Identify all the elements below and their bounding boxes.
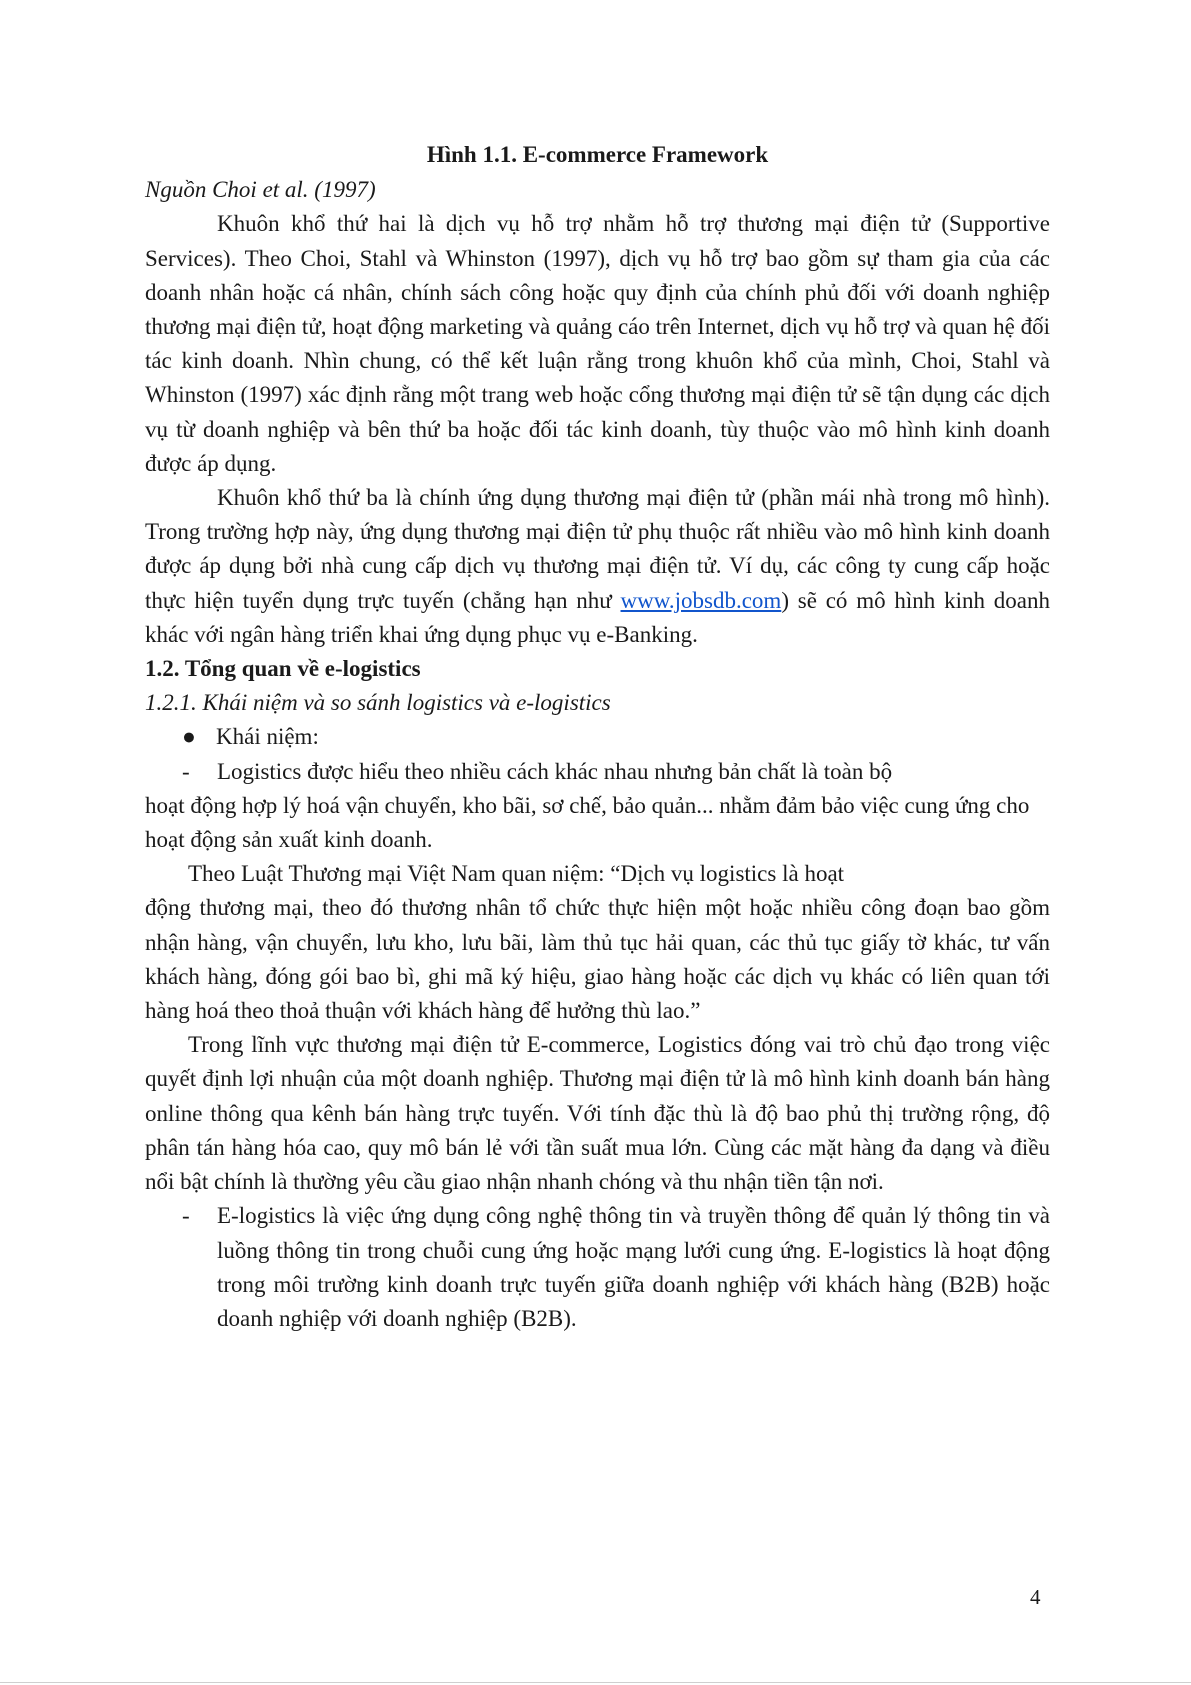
paragraph-text: Khuôn khổ thứ ba là chính ứng dụng thương mại điện tử (phần mái nhà trong mô hình). Trong trường hợp này, ứng dụng thương mại điện tử phụ thuộc rất nhiều vào mô hình kinh doanh được áp dụng bởi nhà cung cấp dịch vụ thương mại điện tử. Ví dụ, các công ty cung cấp hoặc thực hiện tuyển dụng trực tuyến (chẳng hạn như [145, 485, 1050, 613]
paragraph-ecommerce-application [145, 481, 1050, 652]
elogistics-text: E-logistics là việc ứng dụng công nghệ thông tin và truyền thông để quản lý thông tin và luồng thông tin trong chuỗi cung ứng hoặc mạng lưới cung ứng. E-logistics là hoạt động trong môi trường kinh doanh trực tuyến giữa doanh nghiệp với khách hàng (B2B) hoặc doanh nghiệp với doanh nghiệp (B2B). [217, 1203, 1050, 1331]
dash-item-logistics [145, 755, 1050, 789]
section-heading: 1.2. Tổng quan về e-logistics [145, 656, 421, 682]
bullet-label: Khái niệm: [216, 724, 319, 750]
law-first-line: Theo Luật Thương mại Việt Nam quan niệm: “Dịch vụ logistics là hoạt [188, 861, 845, 887]
paragraph-text: ) sẽ có mô hình kinh doanh khác với ngân hàng triển khai ứng dụng phục vụ e-Banking. [145, 587, 1051, 647]
dash-item-elogistics [145, 1199, 1050, 1336]
logistics-first-line: Logistics được hiểu theo nhiều cách khác nhau nhưng bản chất là toàn bộ [217, 758, 893, 784]
bullet-dot-icon: ● [182, 724, 196, 750]
dash-icon: - [182, 758, 190, 784]
page-number: 4 [1030, 1585, 1041, 1609]
bullet-item [145, 720, 1050, 754]
paragraph-supportive-services: Khuôn khổ thứ hai là dịch vụ hỗ trợ nhằm hỗ trợ thương mại điện tử (Supportive Services). Theo Choi, Stahl và Whinston (1997), dịch vụ hỗ trợ bao gồm sự tham gia của các doanh nhân hoặc cá nhân, chính sách công hoặc quy định của chính phủ đối với doanh nghiệp thương mại điện tử, hoạt động marketing và quảng cáo trên Internet, dịch vụ hỗ trợ và quan hệ đối tác kinh doanh. Nhìn chung, có thể kết luận rằng trong khuôn khổ của mình, Choi, Stahl và Whinston (1997) xác định rằng một trang web hoặc cổng thương mại điện tử sẽ tận dụng các dịch vụ từ doanh nghiệp và bên thứ ba hoặc đối tác kinh doanh, tùy thuộc vào mô hình kinh doanh được áp dụng. [145, 211, 1050, 476]
subsection-heading: 1.2.1. Khái niệm và so sánh logistics và e-logistics [145, 690, 611, 716]
logistics-continuation: hoạt động hợp lý hoá vận chuyển, kho bãi, sơ chế, bảo quản... nhằm đảm bảo việc cung ứng cho hoạt động sản xuất kinh doanh. [145, 792, 1030, 853]
law-continuation: động thương mại, theo đó thương nhân tổ chức thực hiện một hoặc nhiều công đoạn bao gồm nhận hàng, vận chuyển, lưu kho, lưu bãi, làm thủ tục hải quan, các thủ tục giấy tờ khác, tư vấn khách hàng, đóng gói bao bì, ghi mã ký hiệu, giao hàng hoặc các dịch vụ khác có liên quan tới hàng hoá theo thoả thuận với khách hàng để hưởng thù lao.” [145, 895, 1050, 1024]
paragraph-ecommerce-logistics: Trong lĩnh vực thương mại điện tử E-commerce, Logistics đóng vai trò chủ đạo trong việc quyết định lợi nhuận của một doanh nghiệp. Thương mại điện tử là mô hình kinh doanh bán hàng online thông qua kênh bán hàng trực tuyến. Với tính đặc thù là độ bao phủ thị trường rộng, độ phân tán hàng hóa cao, quy mô bán lẻ với tần suất mua lớn. Cùng các mặt hàng đa dạng và điều nổi bật chính là thường yêu cầu giao nhận nhanh chóng và thu nhận tiền tận nơi. [145, 1032, 1050, 1195]
dash-icon: - [182, 1203, 190, 1229]
figure-title: Hình 1.1. E-commerce Framework [426, 142, 769, 167]
page-bottom-divider [0, 1682, 1191, 1683]
jobsdb-link[interactable]: www.jobsdb.com [620, 587, 782, 613]
figure-source: Nguồn Choi et al. (1997) [145, 177, 376, 203]
document-page [145, 138, 1050, 1336]
